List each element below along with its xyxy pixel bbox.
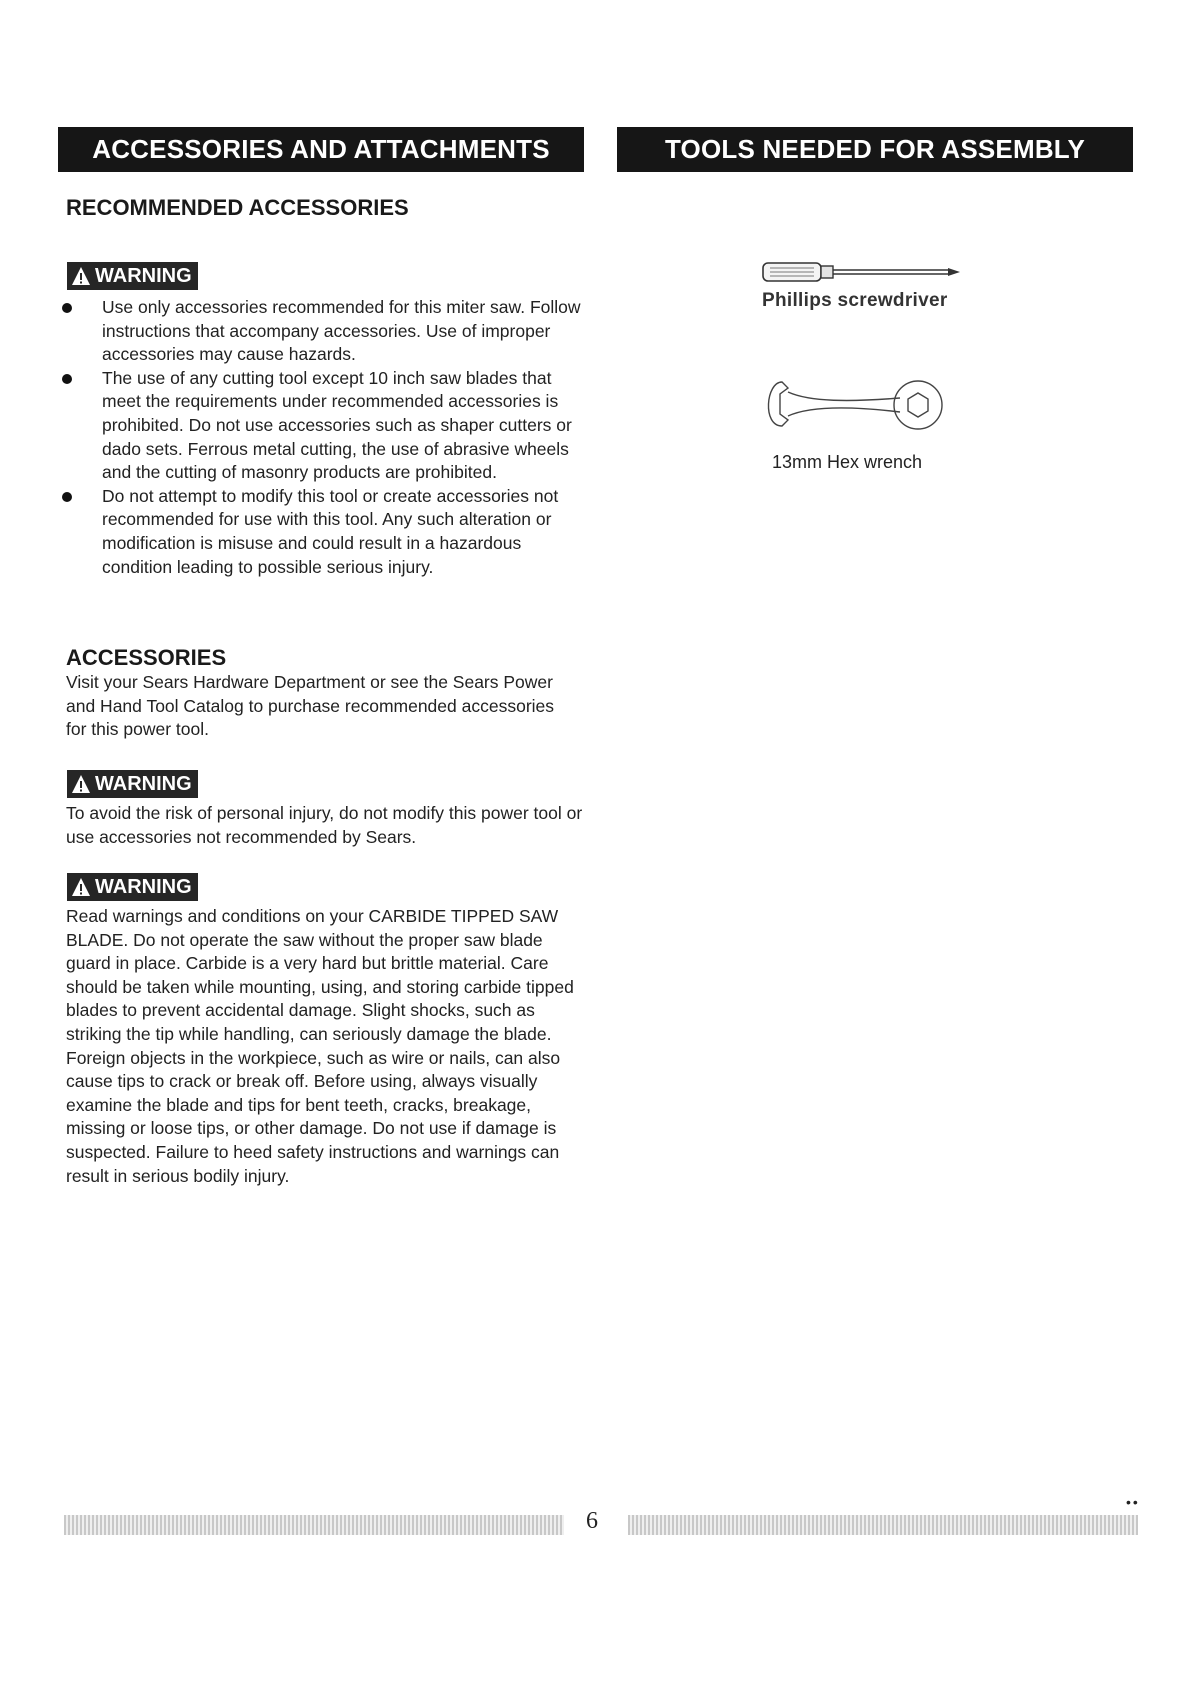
recommended-accessories-heading: RECOMMENDED ACCESSORIES xyxy=(66,195,409,220)
list-item: The use of any cutting tool except 10 inch saw blades that meet the requirements under recommended accessories is prohibited. Do not use accessories such as shaper cutters or dado sets. Ferrous metal cutting, the use of abrasive wheels and the cutting of masonry products are prohibited. xyxy=(62,367,582,485)
warning-triangle-icon xyxy=(71,877,91,897)
page-number: 6 xyxy=(586,1508,598,1534)
warning-triangle-icon xyxy=(71,774,91,794)
footer-dots: •• xyxy=(1126,1494,1140,1510)
phillips-screwdriver-icon xyxy=(762,259,962,285)
hex-wrench-label: 13mm Hex wrench xyxy=(772,452,923,472)
tools-banner: TOOLS NEEDED FOR ASSEMBLY xyxy=(617,127,1133,172)
footer-bar-right xyxy=(628,1515,1138,1535)
phillips-screwdriver-label: Phillips screwdriver xyxy=(762,290,948,311)
warning-label-text: WARNING xyxy=(95,265,192,287)
warning-label-text: WARNING xyxy=(95,773,192,795)
recommended-accessories-list xyxy=(62,296,582,579)
warning-label-3 xyxy=(67,873,198,901)
accessories-heading: ACCESSORIES xyxy=(66,645,227,670)
warning-triangle-icon xyxy=(71,266,91,286)
hex-wrench-icon xyxy=(760,368,950,440)
warning-three-text: Read warnings and conditions on your CARBIDE TIPPED SAW BLADE. Do not operate the saw without the proper saw blade guard in place. Carbide is a very hard but brittle material. Care should be taken while mounting, using, and storing carbide tipped blades to prevent accidental damage. Slight shocks, such as striking the tip while handling, can seriously damage the blade. Foreign objects in the workpiece, such as wire or nails, can also cause tips to crack or break off. Before using, always visually examine the blade and tips for bent teeth, cracks, breakage, missing or loose tips, or other damage. Do not use if damage is suspected. Failure to heed safety instructions and warnings can result in serious bodily injury. xyxy=(66,906,574,1186)
accessories-banner: ACCESSORIES AND ATTACHMENTS xyxy=(58,127,584,172)
warning-label-1 xyxy=(67,262,198,290)
warning-label-text: WARNING xyxy=(95,876,192,898)
list-item: Do not attempt to modify this tool or create accessories not recommended for use with this tool. Any such alteration or modification is misuse and could result in a hazardous condition leading to possible serious injury. xyxy=(62,485,582,579)
warning-two-text: To avoid the risk of personal injury, do not modify this power tool or use accessories not recommended by Sears. xyxy=(66,803,583,847)
accessories-text: Visit your Sears Hardware Department or see the Sears Power and Hand Tool Catalog to purchase recommended accessories for this power tool. xyxy=(66,672,555,740)
warning-label-2 xyxy=(67,770,198,798)
footer-bar-left xyxy=(64,1515,564,1535)
list-item: Use only accessories recommended for this miter saw. Follow instructions that accompany accessories. Use of improper accessories may cause hazards. xyxy=(62,296,582,367)
